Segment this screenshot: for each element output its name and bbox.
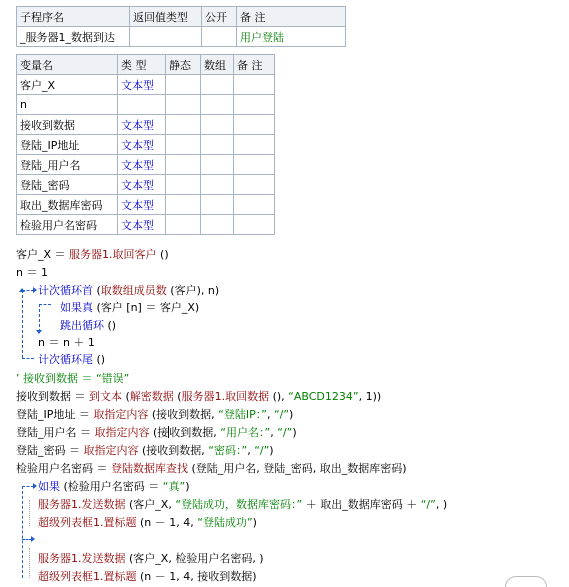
code-method: 服务器1.取回数据 bbox=[181, 390, 270, 403]
code-line-18[interactable] bbox=[38, 570, 257, 584]
var-type-cell[interactable]: 文本型 bbox=[118, 195, 166, 215]
code-text: ) bbox=[292, 426, 297, 439]
loop-up-arrow-icon bbox=[19, 288, 25, 292]
code-string: “ABCD1234” bbox=[288, 390, 359, 403]
code-function: 取指定内容 bbox=[83, 444, 139, 457]
code-line-9[interactable] bbox=[16, 390, 381, 404]
code-line-4[interactable] bbox=[60, 301, 199, 315]
code-line-12[interactable] bbox=[16, 444, 274, 458]
loop-guide-line bbox=[22, 290, 23, 358]
var-name-cell[interactable]: 登陆_用户名 bbox=[17, 155, 118, 175]
var-name-cell[interactable]: 客户_X bbox=[17, 75, 118, 95]
else-arrow-icon bbox=[31, 536, 35, 542]
code-line-5[interactable] bbox=[60, 319, 116, 333]
code-line-17[interactable] bbox=[38, 552, 264, 566]
code-text: ＋ 取出_数据库密码 ＋ bbox=[302, 498, 421, 511]
code-line-3[interactable] bbox=[38, 284, 219, 298]
code-string: “登陆IP：” bbox=[218, 408, 267, 421]
var-name-cell[interactable]: 接收到数据 bbox=[17, 115, 118, 135]
code-text: 登陆_密码 ＝ bbox=[16, 444, 84, 457]
code-text: (检验用户名密码 ＝ bbox=[60, 480, 163, 493]
code-text: ( bbox=[122, 390, 130, 403]
code-text: 登陆_用户名 ＝ bbox=[16, 426, 95, 439]
code-text: ( bbox=[93, 284, 101, 297]
code-line-1[interactable] bbox=[16, 248, 169, 262]
code-text: () bbox=[156, 248, 169, 261]
code-text: ) bbox=[269, 444, 274, 457]
code-text: , ) bbox=[435, 498, 448, 511]
var-type-cell[interactable]: 文本型 bbox=[118, 115, 166, 135]
code-text: 接收到数据 ＝ bbox=[16, 390, 89, 403]
code-text: 登陆_IP地址 ＝ bbox=[16, 408, 94, 421]
code-string: “/” bbox=[420, 498, 436, 511]
code-function: 取指定内容 bbox=[94, 426, 150, 439]
code-string: “/” bbox=[273, 408, 290, 421]
code-text: 收到数据, bbox=[169, 426, 221, 439]
code-text: ) bbox=[252, 516, 257, 529]
code-line-16[interactable] bbox=[38, 516, 257, 530]
code-function: 解密数据 bbox=[129, 390, 174, 403]
if-down-arrow-icon bbox=[36, 330, 42, 334]
code-text: (), bbox=[269, 390, 289, 403]
code-text: (客户 [n] ＝ 客户_X) bbox=[93, 301, 200, 314]
code-text: 检验用户名密码 ＝ bbox=[16, 462, 111, 475]
var-type-cell[interactable]: 文本型 bbox=[118, 155, 166, 175]
var-type-cell[interactable]: 文本型 bbox=[118, 75, 166, 95]
header-type: 类 型 bbox=[118, 55, 166, 75]
code-text: () bbox=[104, 319, 117, 332]
code-line-13[interactable] bbox=[16, 462, 407, 476]
header-remark: 备 注 bbox=[237, 7, 346, 27]
code-string: “真” bbox=[162, 480, 186, 493]
header-sub-name: 子程序名 bbox=[17, 7, 130, 27]
code-method: 超级列表框1.置标题 bbox=[38, 570, 137, 583]
if-block-arrow-icon bbox=[33, 483, 37, 489]
code-comment: ’ 接收到数据 ＝ “错误” bbox=[16, 372, 130, 385]
code-line-6[interactable] bbox=[38, 336, 95, 350]
header-array: 数组 bbox=[201, 55, 234, 75]
corner-decoration bbox=[505, 576, 547, 587]
code-keyword: 跳出循环 bbox=[60, 319, 104, 332]
code-text: 客户_X ＝ bbox=[16, 248, 70, 261]
code-keyword: 如果 bbox=[38, 480, 60, 493]
var-type-cell[interactable]: 文本型 bbox=[118, 175, 166, 195]
code-text: (接 bbox=[149, 426, 169, 439]
header-return-type: 返回值类型 bbox=[130, 7, 202, 27]
code-text: , 1)) bbox=[358, 390, 382, 403]
code-text: , bbox=[266, 408, 274, 421]
code-line-10[interactable] bbox=[16, 408, 293, 422]
code-text: , bbox=[270, 426, 278, 439]
code-keyword: 如果真 bbox=[60, 301, 93, 314]
code-method: 服务器1.发送数据 bbox=[38, 552, 126, 565]
var-name-cell[interactable]: 登陆_密码 bbox=[17, 175, 118, 195]
code-line-11[interactable] bbox=[16, 426, 297, 440]
code-line-15[interactable] bbox=[38, 498, 447, 512]
loop-guide-bottom bbox=[22, 358, 34, 359]
code-text: ( bbox=[173, 390, 182, 403]
code-function: 到文本 bbox=[89, 390, 122, 403]
var-type-cell[interactable]: 文本型 bbox=[118, 215, 166, 235]
code-text: (n － 1, 4, bbox=[136, 516, 198, 529]
remark-cell[interactable]: 用户登陆 bbox=[237, 27, 346, 47]
var-name-cell[interactable]: 检验用户名密码 bbox=[17, 215, 118, 235]
code-text: n ＝ 1 bbox=[16, 266, 48, 279]
if-block-guide-line bbox=[22, 486, 23, 578]
code-function: 取数组成员数 bbox=[100, 284, 167, 297]
var-name-cell[interactable]: 登陆_IP地址 bbox=[17, 135, 118, 155]
code-line-2[interactable] bbox=[16, 266, 48, 280]
code-text: ) bbox=[289, 408, 294, 421]
code-line-8[interactable] bbox=[16, 372, 129, 386]
text-cursor bbox=[168, 426, 169, 438]
code-method: 服务器1.发送数据 bbox=[38, 498, 126, 511]
code-text: , bbox=[247, 444, 255, 457]
var-type-cell[interactable]: 文本型 bbox=[118, 135, 166, 155]
code-string: “用户名：” bbox=[220, 426, 271, 439]
code-function: 登陆数据库查找 bbox=[111, 462, 188, 475]
header-static: 静态 bbox=[166, 55, 201, 75]
code-method: 超级列表框1.置标题 bbox=[38, 516, 137, 529]
code-keyword: 计次循环首 bbox=[38, 284, 93, 297]
code-line-14[interactable] bbox=[38, 480, 189, 494]
code-string: “登陆成功” bbox=[197, 516, 253, 529]
code-string: “/” bbox=[277, 426, 293, 439]
code-function: 取指定内容 bbox=[93, 408, 149, 421]
var-name-cell[interactable]: n bbox=[17, 95, 118, 115]
header-var-name: 变量名 bbox=[17, 55, 118, 75]
code-string: “登陆成功，数据库密码：” bbox=[175, 498, 303, 511]
code-text: n ＝ n ＋ 1 bbox=[38, 336, 95, 349]
code-text: (接收到数据, bbox=[148, 408, 219, 421]
code-text: ) bbox=[185, 480, 190, 493]
if-guide-line bbox=[39, 304, 40, 332]
code-text: () bbox=[93, 353, 106, 366]
code-text: (客户_X, 检验用户名密码, ) bbox=[125, 552, 264, 565]
sub-name-cell[interactable]: _服务器1_数据到达 bbox=[17, 27, 130, 47]
var-name-cell[interactable]: 取出_数据库密码 bbox=[17, 195, 118, 215]
header-var-remark: 备 注 bbox=[234, 55, 275, 75]
if-guide-top bbox=[39, 304, 51, 305]
code-text: (接收到数据, bbox=[138, 444, 209, 457]
code-line-7[interactable] bbox=[38, 353, 105, 367]
code-text: (客户), n) bbox=[166, 284, 220, 297]
code-string: “密码：” bbox=[208, 444, 248, 457]
else-branch-guide bbox=[29, 548, 30, 578]
true-branch-guide bbox=[29, 500, 30, 526]
header-public: 公开 bbox=[202, 7, 237, 27]
code-method: 服务器1.取回客户 bbox=[69, 248, 157, 261]
loop-arrow-icon bbox=[33, 287, 37, 293]
code-string: “/” bbox=[254, 444, 270, 457]
code-keyword: 计次循环尾 bbox=[38, 353, 93, 366]
code-text: (客户_X, bbox=[125, 498, 176, 511]
code-text: (登陆_用户名, 登陆_密码, 取出_数据库密码) bbox=[188, 462, 407, 475]
code-text: (n － 1, 4, 接收到数据) bbox=[136, 570, 257, 583]
